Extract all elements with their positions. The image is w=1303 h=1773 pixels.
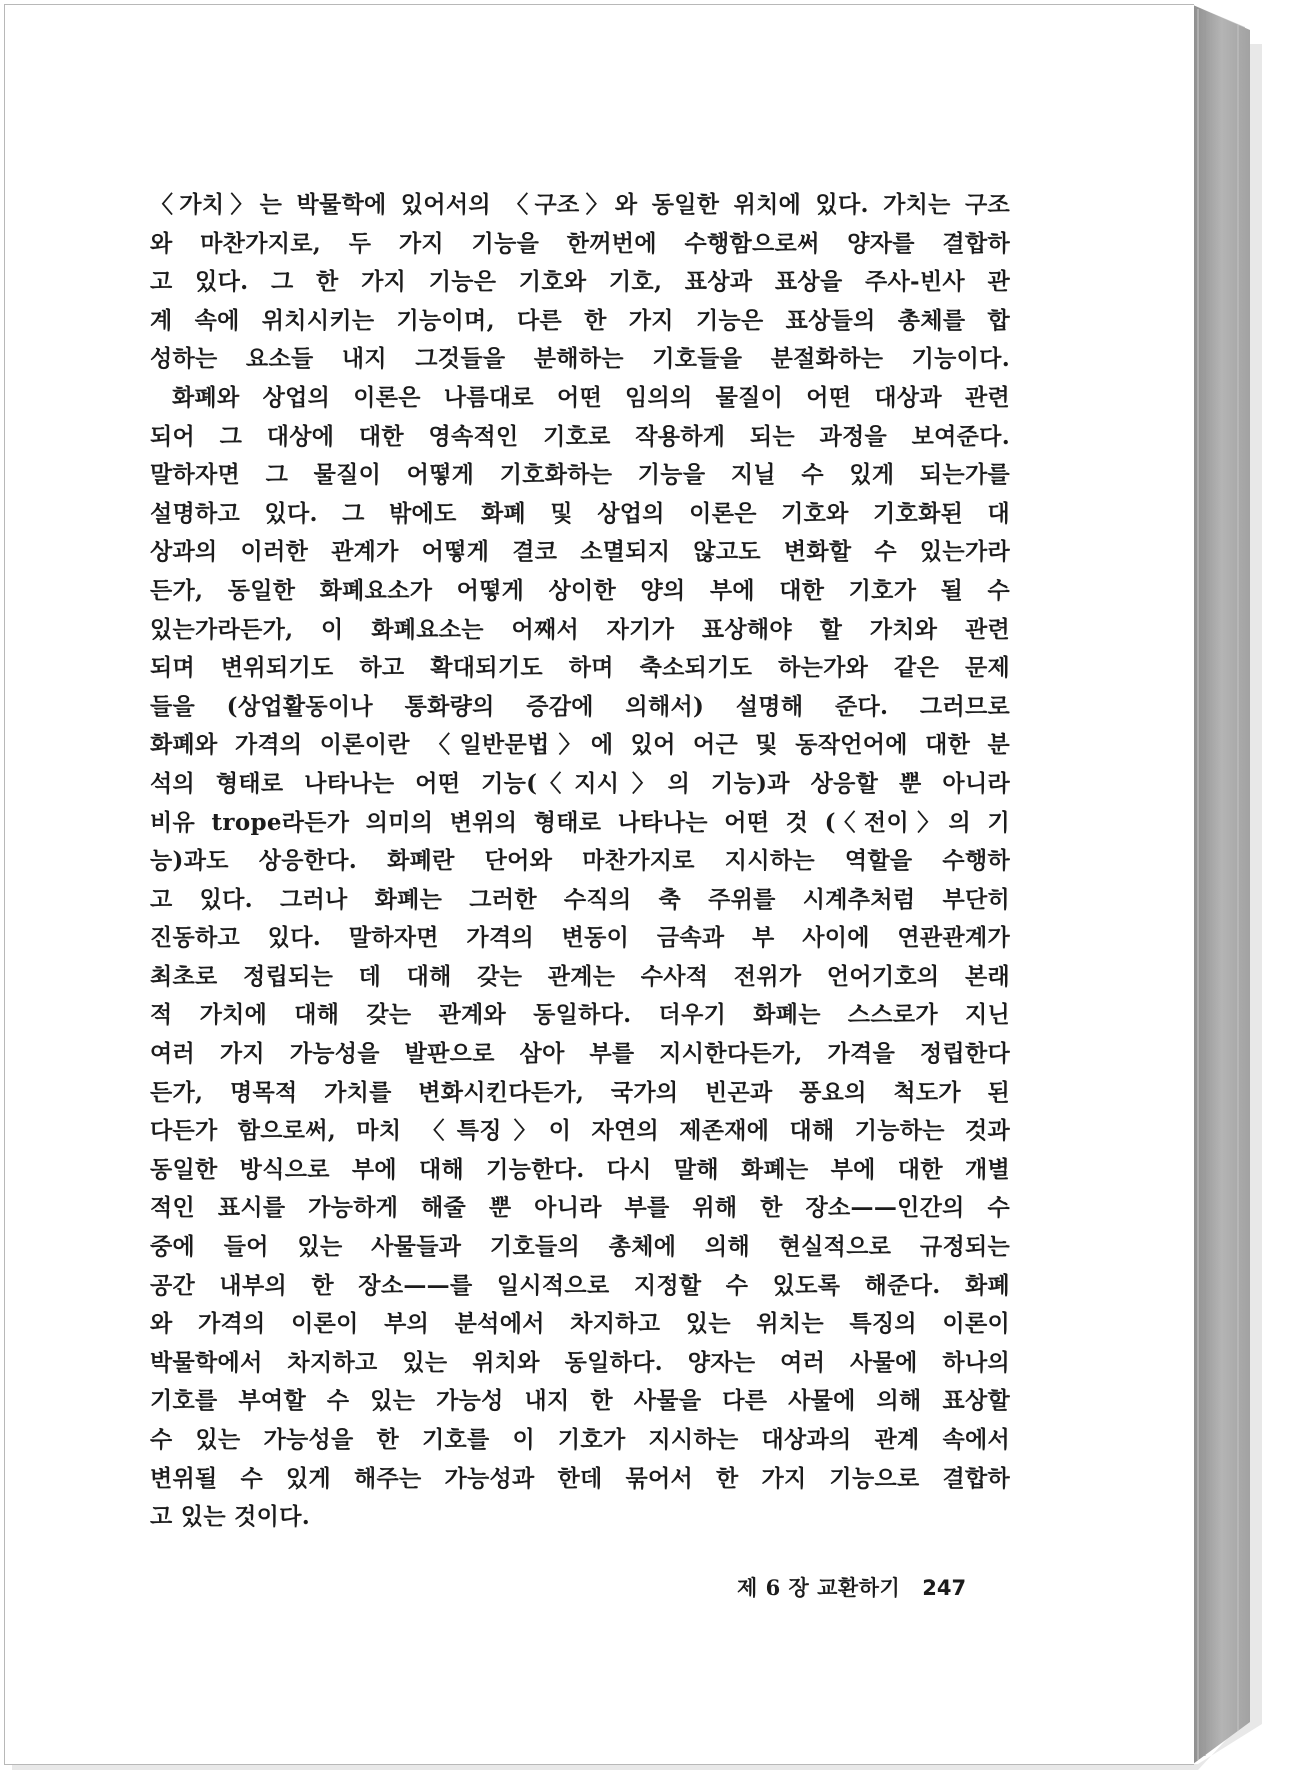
text-line: 상과의 이러한 관계가 어떻게 결코 소멸되지 않고도 변화할 수 있는가라	[150, 538, 1010, 566]
text-line: 능)과도 상응한다. 화폐란 단어와 마찬가지로 지시하는 역할을 수행하	[150, 847, 1010, 875]
text-line: 적인 표시를 가능하게 해줄 뿐 아니라 부를 위해 한 장소——인간의 수	[150, 1194, 1010, 1222]
text-line: 성하는 요소들 내지 그것들을 분해하는 기호들을 분절화하는 기능이다.	[150, 345, 1010, 373]
text-line: 석의 형태로 나타나는 어떤 기능(〈지시〉의 기능)과 상응할 뿐 아니라	[150, 769, 1010, 797]
text-line: 되며 변위되기도 하고 확대되기도 하며 축소되기도 하는가와 같은 문제	[150, 654, 1010, 682]
text-line: 든가, 동일한 화폐요소가 어떻게 상이한 양의 부에 대한 기호가 될 수	[150, 576, 1010, 604]
text-line: 여러 가지 가능성을 발판으로 삼아 부를 지시한다든가, 가격을 정립한다	[150, 1040, 1010, 1068]
page-footer	[737, 1572, 1017, 1602]
running-footer-chapter: 제 6 장 교환하기	[737, 1575, 901, 1600]
text-line: 계 속에 위치시키는 기능이며, 다른 한 가지 기능은 표상들의 총체를 합	[150, 306, 1010, 334]
text-line: 진동하고 있다. 말하자면 가격의 변동이 금속과 부 사이에 연관관계가	[150, 924, 1010, 952]
text-line: 비유 trope라든가 의미의 변위의 형태로 나타나는 어떤 것 (〈전이〉의 기	[150, 808, 1010, 836]
text-line: 기호를 부여할 수 있는 가능성 내지 한 사물을 다른 사물에 의해 표상할	[150, 1387, 1010, 1415]
text-line: 고 있는 것이다.	[150, 1503, 311, 1531]
text-line: 말하자면 그 물질이 어떻게 기호화하는 기능을 지닐 수 있게 되는가를	[150, 461, 1010, 489]
text-line: 되어 그 대상에 대한 영속적인 기호로 작용하게 되는 과정을 보여준다.	[150, 422, 1010, 450]
text-line: 적 가치에 대해 갖는 관계와 동일하다. 더우기 화폐는 스스로가 지닌	[150, 1001, 1010, 1029]
text-line: 중에 들어 있는 사물들과 기호들의 총체에 의해 현실적으로 규정되는	[150, 1233, 1010, 1261]
text-line: 든가, 명목적 가치를 변화시킨다든가, 국가의 빈곤과 풍요의 척도가 된	[150, 1078, 1010, 1106]
text-line: 박물학에서 차지하고 있는 위치와 동일하다. 양자는 여러 사물에 하나의	[150, 1348, 1010, 1376]
paragraph-1	[150, 186, 1010, 379]
text-line: 고 있다. 그 한 가지 기능은 기호와 기호, 표상과 표상을 주사-빈사 관	[150, 268, 1010, 296]
text-line: 다든가 함으로써, 마치 〈특징〉이 자연의 제존재에 대해 기능하는 것과	[150, 1117, 1010, 1145]
text-line: 들을 (상업활동이나 통화량의 증감에 의해서) 설명해 준다. 그러므로	[150, 692, 1010, 720]
text-line: 수 있는 가능성을 한 기호를 이 기호가 지시하는 대상과의 관계 속에서	[150, 1426, 1010, 1453]
text-line: 화폐와 가격의 이론이란 〈일반문법〉에 있어 어근 및 동작언어에 대한 분	[150, 731, 1010, 759]
text-line: 공간 내부의 한 장소——를 일시적으로 지정할 수 있도록 해준다. 화폐	[150, 1271, 1010, 1299]
text-line: 와 가격의 이론이 부의 분석에서 차지하고 있는 위치는 특징의 이론이	[150, 1310, 1010, 1338]
text-line: 화폐와 상업의 이론은 나름대로 어떤 임의의 물질이 어떤 대상과 관련	[172, 383, 1010, 411]
text-line: 최초로 정립되는 데 대해 갖는 관계는 수사적 전위가 언어기호의 본래	[150, 962, 1010, 990]
text-line: 있는가라든가, 이 화폐요소는 어째서 자기가 표상해야 할 가치와 관련	[150, 615, 1010, 643]
body-text	[150, 186, 1010, 1537]
text-line: 동일한 방식으로 부에 대해 기능한다. 다시 말해 화폐는 부에 대한 개별	[150, 1155, 1010, 1183]
text-line: 변위될 수 있게 해주는 가능성과 한데 묶어서 한 가지 기능으로 결합하	[150, 1464, 1010, 1492]
text-line: 〈가치〉는 박물학에 있어서의 〈구조〉와 동일한 위치에 있다. 가치는 구조	[150, 191, 1010, 218]
page-number: 247	[922, 1576, 967, 1600]
text-line: 와 마찬가지로, 두 가지 기능을 한꺼번에 수행함으로써 양자를 결합하	[150, 229, 1010, 257]
text-line: 고 있다. 그러나 화폐는 그러한 수직의 축 주위를 시계추처럼 부단히	[150, 885, 1010, 913]
text-line: 설명하고 있다. 그 밖에도 화폐 및 상업의 이론은 기호와 기호화된 대	[150, 499, 1010, 527]
paragraph-2	[150, 379, 1010, 1537]
